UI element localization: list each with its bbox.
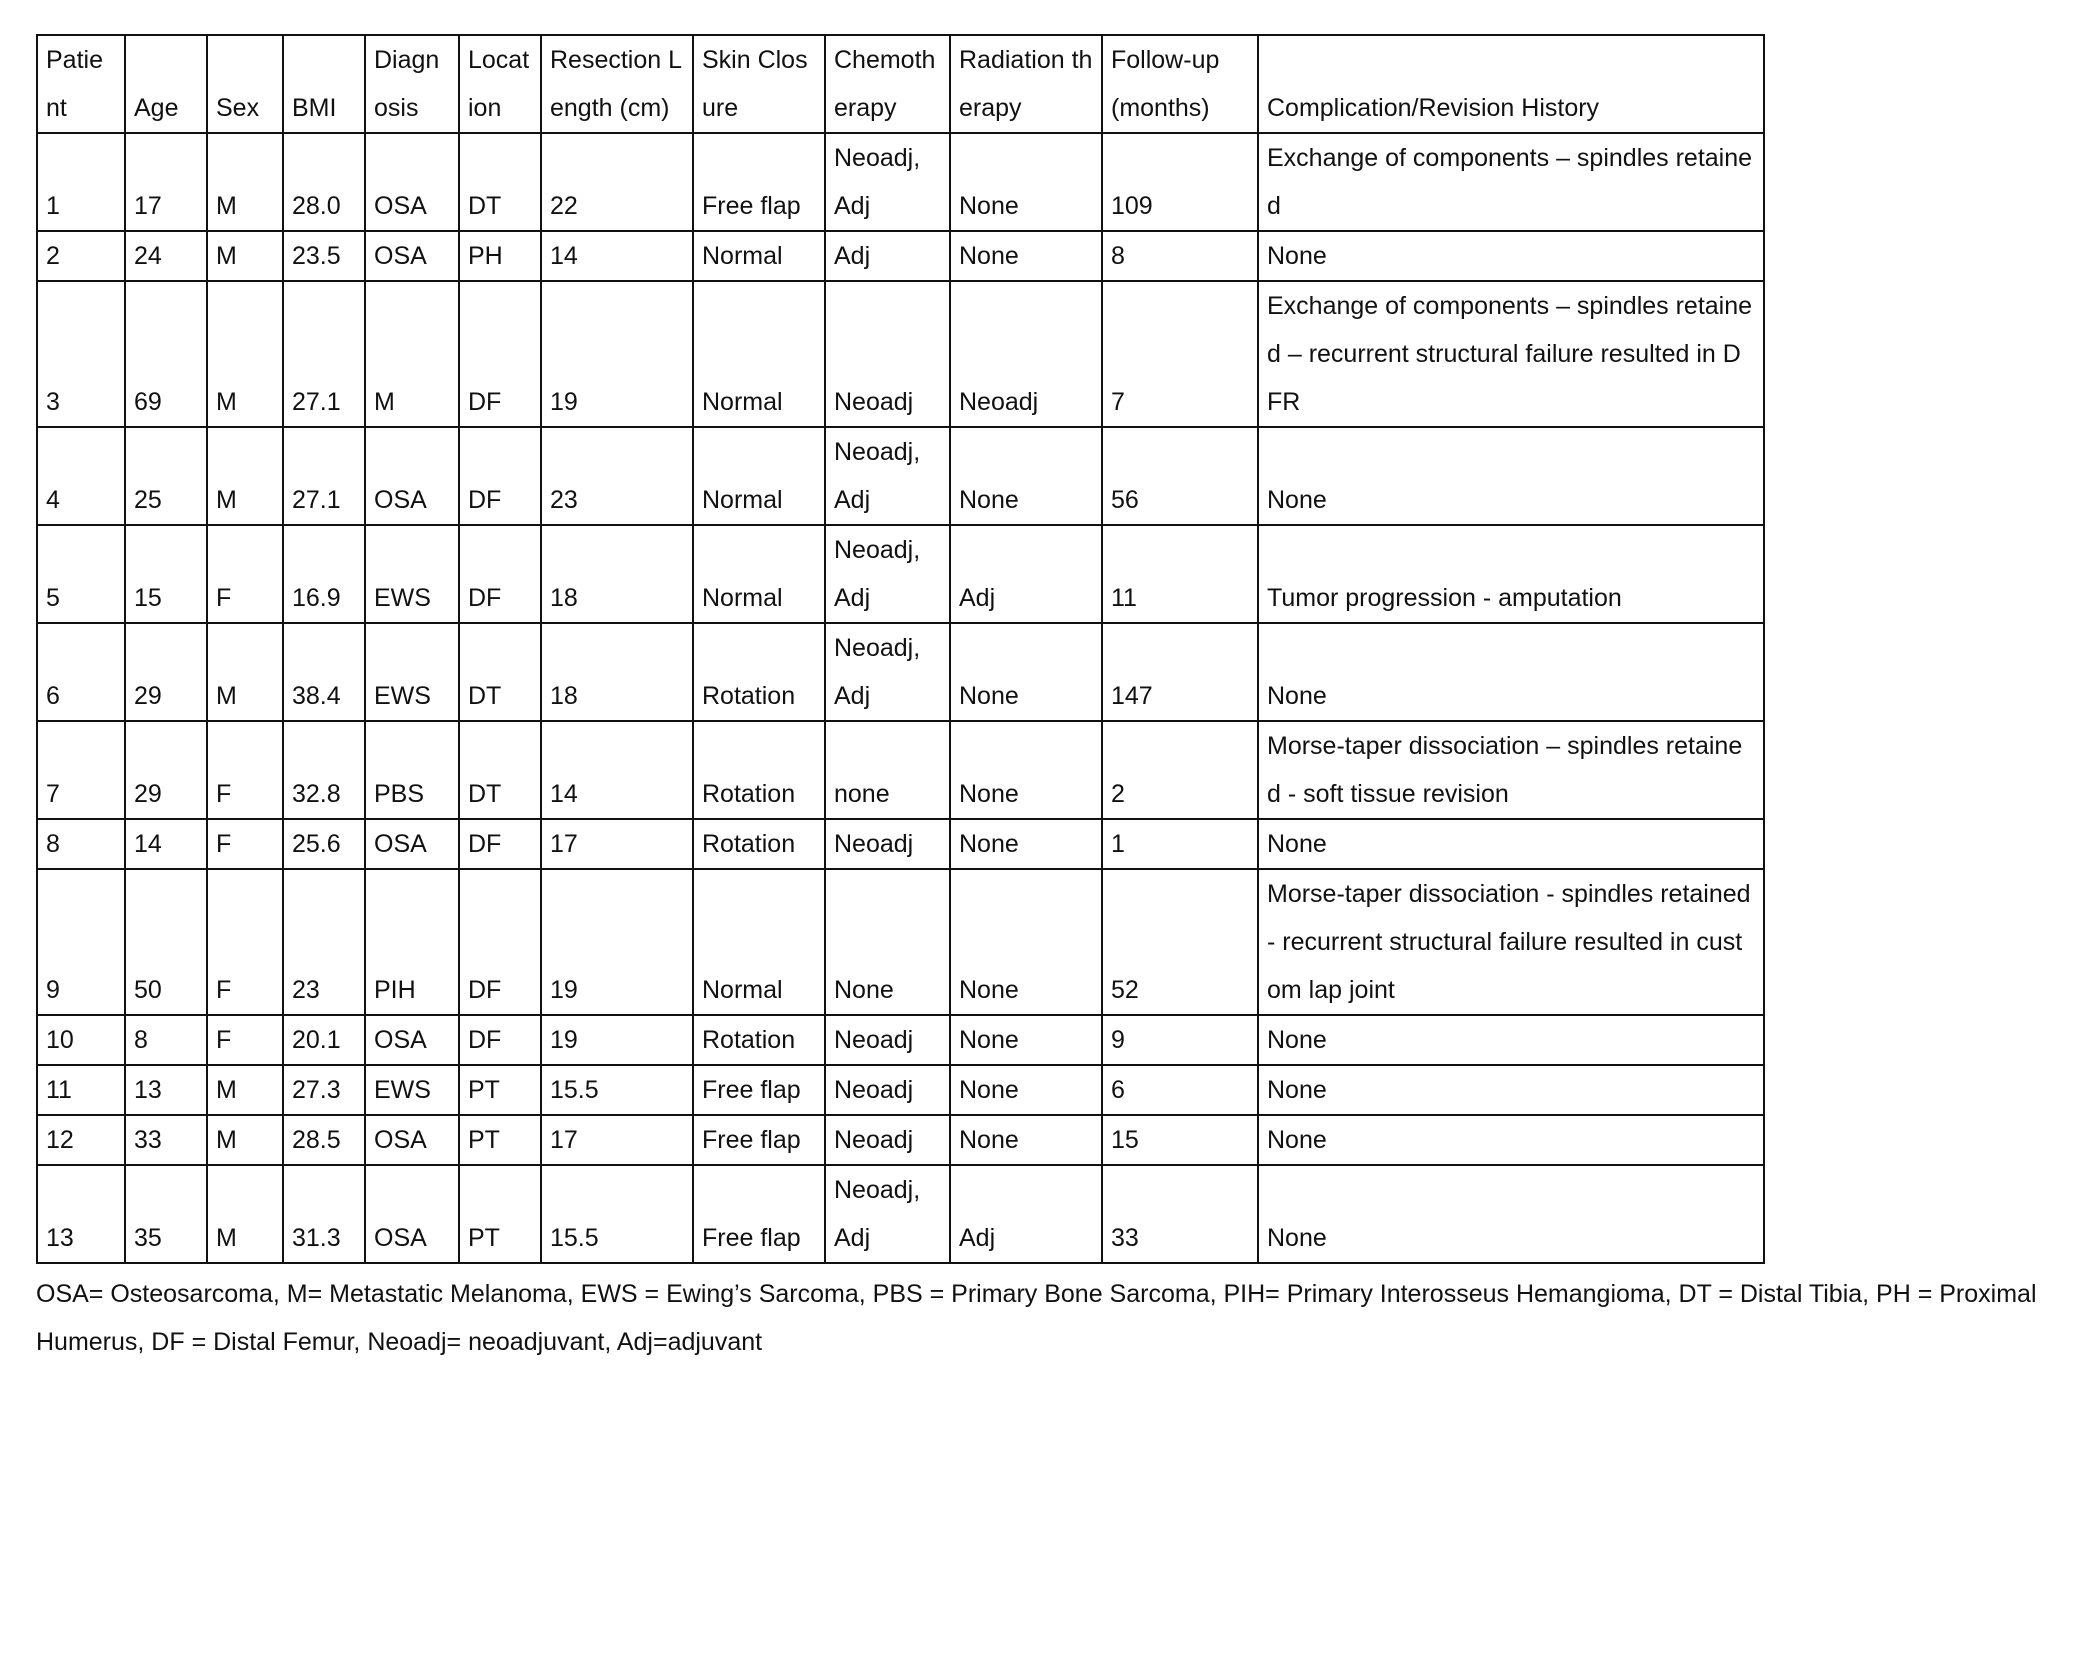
cell-skin-closure: Normal	[693, 869, 825, 1015]
cell-complication-history: None	[1258, 427, 1764, 525]
cell-age: 69	[125, 281, 207, 427]
table-row	[37, 231, 1764, 281]
cell-diagnosis: OSA	[365, 1115, 459, 1165]
cell-chemotherapy: none	[825, 721, 950, 819]
cell-patient: 1	[37, 133, 125, 231]
cell-radiation-therapy: None	[950, 1015, 1102, 1065]
cell-radiation-therapy: Adj	[950, 1165, 1102, 1263]
cell-complication-history: Exchange of components – spindles retained – recurrent structural failure resulted in DFR	[1258, 281, 1764, 427]
cell-sex: M	[207, 623, 283, 721]
cell-location: DF	[459, 427, 541, 525]
cell-resection-length: 22	[541, 133, 693, 231]
cell-complication-history: None	[1258, 819, 1764, 869]
cell-diagnosis: M	[365, 281, 459, 427]
header-age: Age	[125, 35, 207, 133]
table-header-row	[37, 35, 1764, 133]
cell-patient: 10	[37, 1015, 125, 1065]
cell-bmi: 27.3	[283, 1065, 365, 1115]
table-row	[37, 525, 1764, 623]
cell-chemotherapy: Neoadj, Adj	[825, 623, 950, 721]
table-row	[37, 1165, 1764, 1263]
cell-resection-length: 23	[541, 427, 693, 525]
cell-skin-closure: Rotation	[693, 721, 825, 819]
cell-radiation-therapy: None	[950, 721, 1102, 819]
cell-chemotherapy: Neoadj, Adj	[825, 1165, 950, 1263]
cell-follow-up: 1	[1102, 819, 1258, 869]
cell-resection-length: 19	[541, 1015, 693, 1065]
cell-complication-history: None	[1258, 231, 1764, 281]
cell-bmi: 16.9	[283, 525, 365, 623]
cell-follow-up: 109	[1102, 133, 1258, 231]
cell-sex: M	[207, 133, 283, 231]
patient-table	[36, 34, 1765, 1264]
cell-patient: 6	[37, 623, 125, 721]
cell-radiation-therapy: None	[950, 427, 1102, 525]
cell-follow-up: 33	[1102, 1165, 1258, 1263]
cell-location: DF	[459, 1015, 541, 1065]
cell-skin-closure: Rotation	[693, 819, 825, 869]
cell-bmi: 25.6	[283, 819, 365, 869]
cell-follow-up: 15	[1102, 1115, 1258, 1165]
cell-radiation-therapy: None	[950, 1065, 1102, 1115]
cell-follow-up: 6	[1102, 1065, 1258, 1115]
cell-diagnosis: PIH	[365, 869, 459, 1015]
cell-age: 8	[125, 1015, 207, 1065]
footnote-line-1: OSA= Osteosarcoma, M= Metastatic Melanoma, EWS = Ewing’s Sarcoma, PBS = Primary Bone Sarcoma, PIH= Primary Interosseus Hemangioma, DT = Distal Tibia, PH = Proximal	[36, 1280, 2037, 1308]
header-sex: Sex	[207, 35, 283, 133]
cell-diagnosis: OSA	[365, 1015, 459, 1065]
cell-bmi: 28.5	[283, 1115, 365, 1165]
header-chemotherapy: Chemotherapy	[825, 35, 950, 133]
cell-resection-length: 15.5	[541, 1165, 693, 1263]
cell-complication-history: Tumor progression - amputation	[1258, 525, 1764, 623]
cell-chemotherapy: None	[825, 869, 950, 1015]
cell-age: 29	[125, 721, 207, 819]
cell-skin-closure: Free flap	[693, 133, 825, 231]
cell-age: 33	[125, 1115, 207, 1165]
cell-complication-history: None	[1258, 1165, 1764, 1263]
cell-diagnosis: PBS	[365, 721, 459, 819]
cell-complication-history: None	[1258, 1115, 1764, 1165]
cell-chemotherapy: Neoadj	[825, 281, 950, 427]
cell-follow-up: 52	[1102, 869, 1258, 1015]
header-location: Location	[459, 35, 541, 133]
footnote	[36, 1270, 2076, 1366]
cell-resection-length: 14	[541, 231, 693, 281]
cell-location: DT	[459, 721, 541, 819]
cell-age: 25	[125, 427, 207, 525]
cell-radiation-therapy: Neoadj	[950, 281, 1102, 427]
cell-radiation-therapy: None	[950, 231, 1102, 281]
cell-age: 15	[125, 525, 207, 623]
cell-bmi: 38.4	[283, 623, 365, 721]
cell-bmi: 23.5	[283, 231, 365, 281]
cell-sex: M	[207, 427, 283, 525]
cell-patient: 11	[37, 1065, 125, 1115]
cell-bmi: 31.3	[283, 1165, 365, 1263]
cell-age: 13	[125, 1065, 207, 1115]
cell-complication-history: None	[1258, 623, 1764, 721]
cell-sex: F	[207, 721, 283, 819]
cell-chemotherapy: Neoadj, Adj	[825, 133, 950, 231]
cell-skin-closure: Free flap	[693, 1165, 825, 1263]
header-diagnosis: Diagnosis	[365, 35, 459, 133]
cell-complication-history: None	[1258, 1015, 1764, 1065]
cell-patient: 7	[37, 721, 125, 819]
cell-resection-length: 19	[541, 281, 693, 427]
table-row	[37, 721, 1764, 819]
cell-skin-closure: Rotation	[693, 1015, 825, 1065]
cell-chemotherapy: Neoadj, Adj	[825, 427, 950, 525]
table-row	[37, 133, 1764, 231]
cell-sex: F	[207, 819, 283, 869]
cell-chemotherapy: Neoadj	[825, 819, 950, 869]
cell-bmi: 27.1	[283, 427, 365, 525]
cell-diagnosis: OSA	[365, 231, 459, 281]
cell-radiation-therapy: None	[950, 1115, 1102, 1165]
header-skin-closure: Skin Closure	[693, 35, 825, 133]
cell-diagnosis: EWS	[365, 1065, 459, 1115]
cell-age: 35	[125, 1165, 207, 1263]
cell-complication-history: Morse-taper dissociation - spindles retained - recurrent structural failure resulted in custom lap joint	[1258, 869, 1764, 1015]
table-row	[37, 427, 1764, 525]
cell-sex: F	[207, 1015, 283, 1065]
cell-location: DF	[459, 869, 541, 1015]
cell-age: 29	[125, 623, 207, 721]
cell-diagnosis: OSA	[365, 133, 459, 231]
cell-skin-closure: Normal	[693, 231, 825, 281]
cell-diagnosis: OSA	[365, 819, 459, 869]
cell-radiation-therapy: None	[950, 869, 1102, 1015]
cell-diagnosis: EWS	[365, 525, 459, 623]
cell-skin-closure: Normal	[693, 281, 825, 427]
cell-follow-up: 8	[1102, 231, 1258, 281]
header-follow-up: Follow-up (months)	[1102, 35, 1258, 133]
cell-chemotherapy: Neoadj, Adj	[825, 525, 950, 623]
cell-skin-closure: Free flap	[693, 1065, 825, 1115]
cell-follow-up: 9	[1102, 1015, 1258, 1065]
cell-resection-length: 14	[541, 721, 693, 819]
cell-patient: 9	[37, 869, 125, 1015]
cell-sex: M	[207, 1065, 283, 1115]
table-row	[37, 1015, 1764, 1065]
cell-age: 14	[125, 819, 207, 869]
cell-location: DF	[459, 525, 541, 623]
cell-diagnosis: OSA	[365, 427, 459, 525]
cell-follow-up: 56	[1102, 427, 1258, 525]
cell-resection-length: 17	[541, 819, 693, 869]
cell-resection-length: 18	[541, 623, 693, 721]
cell-patient: 8	[37, 819, 125, 869]
header-radiation-therapy: Radiation therapy	[950, 35, 1102, 133]
cell-skin-closure: Normal	[693, 427, 825, 525]
cell-age: 17	[125, 133, 207, 231]
cell-sex: F	[207, 869, 283, 1015]
cell-sex: M	[207, 281, 283, 427]
cell-sex: M	[207, 231, 283, 281]
cell-complication-history: Exchange of components – spindles retained	[1258, 133, 1764, 231]
cell-patient: 2	[37, 231, 125, 281]
cell-location: PT	[459, 1065, 541, 1115]
cell-patient: 13	[37, 1165, 125, 1263]
cell-patient: 5	[37, 525, 125, 623]
cell-radiation-therapy: None	[950, 819, 1102, 869]
cell-diagnosis: OSA	[365, 1165, 459, 1263]
header-bmi: BMI	[283, 35, 365, 133]
cell-location: DT	[459, 133, 541, 231]
cell-location: DF	[459, 281, 541, 427]
cell-age: 50	[125, 869, 207, 1015]
table-row	[37, 869, 1764, 1015]
cell-follow-up: 11	[1102, 525, 1258, 623]
cell-follow-up: 7	[1102, 281, 1258, 427]
cell-bmi: 28.0	[283, 133, 365, 231]
cell-patient: 4	[37, 427, 125, 525]
cell-resection-length: 17	[541, 1115, 693, 1165]
cell-complication-history: None	[1258, 1065, 1764, 1115]
footnote-line-2: Humerus, DF = Distal Femur, Neoadj= neoadjuvant, Adj=adjuvant	[36, 1328, 763, 1356]
cell-age: 24	[125, 231, 207, 281]
table-row	[37, 281, 1764, 427]
cell-chemotherapy: Neoadj	[825, 1115, 950, 1165]
cell-bmi: 20.1	[283, 1015, 365, 1065]
cell-skin-closure: Rotation	[693, 623, 825, 721]
cell-location: PT	[459, 1165, 541, 1263]
cell-sex: M	[207, 1115, 283, 1165]
cell-skin-closure: Free flap	[693, 1115, 825, 1165]
cell-skin-closure: Normal	[693, 525, 825, 623]
cell-follow-up: 147	[1102, 623, 1258, 721]
cell-bmi: 32.8	[283, 721, 365, 819]
cell-complication-history: Morse-taper dissociation – spindles retained - soft tissue revision	[1258, 721, 1764, 819]
cell-chemotherapy: Neoadj	[825, 1015, 950, 1065]
header-resection-length: Resection Length (cm)	[541, 35, 693, 133]
table-body	[37, 133, 1764, 1263]
cell-chemotherapy: Adj	[825, 231, 950, 281]
header-complication-history: Complication/Revision History	[1258, 35, 1764, 133]
cell-location: DT	[459, 623, 541, 721]
cell-location: PH	[459, 231, 541, 281]
cell-location: DF	[459, 819, 541, 869]
table-row	[37, 1065, 1764, 1115]
cell-radiation-therapy: Adj	[950, 525, 1102, 623]
cell-radiation-therapy: None	[950, 133, 1102, 231]
cell-radiation-therapy: None	[950, 623, 1102, 721]
cell-bmi: 23	[283, 869, 365, 1015]
document-page	[36, 34, 2076, 1366]
table-row	[37, 1115, 1764, 1165]
table-row	[37, 819, 1764, 869]
cell-chemotherapy: Neoadj	[825, 1065, 950, 1115]
cell-resection-length: 18	[541, 525, 693, 623]
cell-bmi: 27.1	[283, 281, 365, 427]
cell-resection-length: 15.5	[541, 1065, 693, 1115]
cell-diagnosis: EWS	[365, 623, 459, 721]
cell-follow-up: 2	[1102, 721, 1258, 819]
cell-resection-length: 19	[541, 869, 693, 1015]
header-patient: Patient	[37, 35, 125, 133]
cell-location: PT	[459, 1115, 541, 1165]
cell-patient: 12	[37, 1115, 125, 1165]
table-row	[37, 623, 1764, 721]
cell-sex: M	[207, 1165, 283, 1263]
cell-patient: 3	[37, 281, 125, 427]
cell-sex: F	[207, 525, 283, 623]
